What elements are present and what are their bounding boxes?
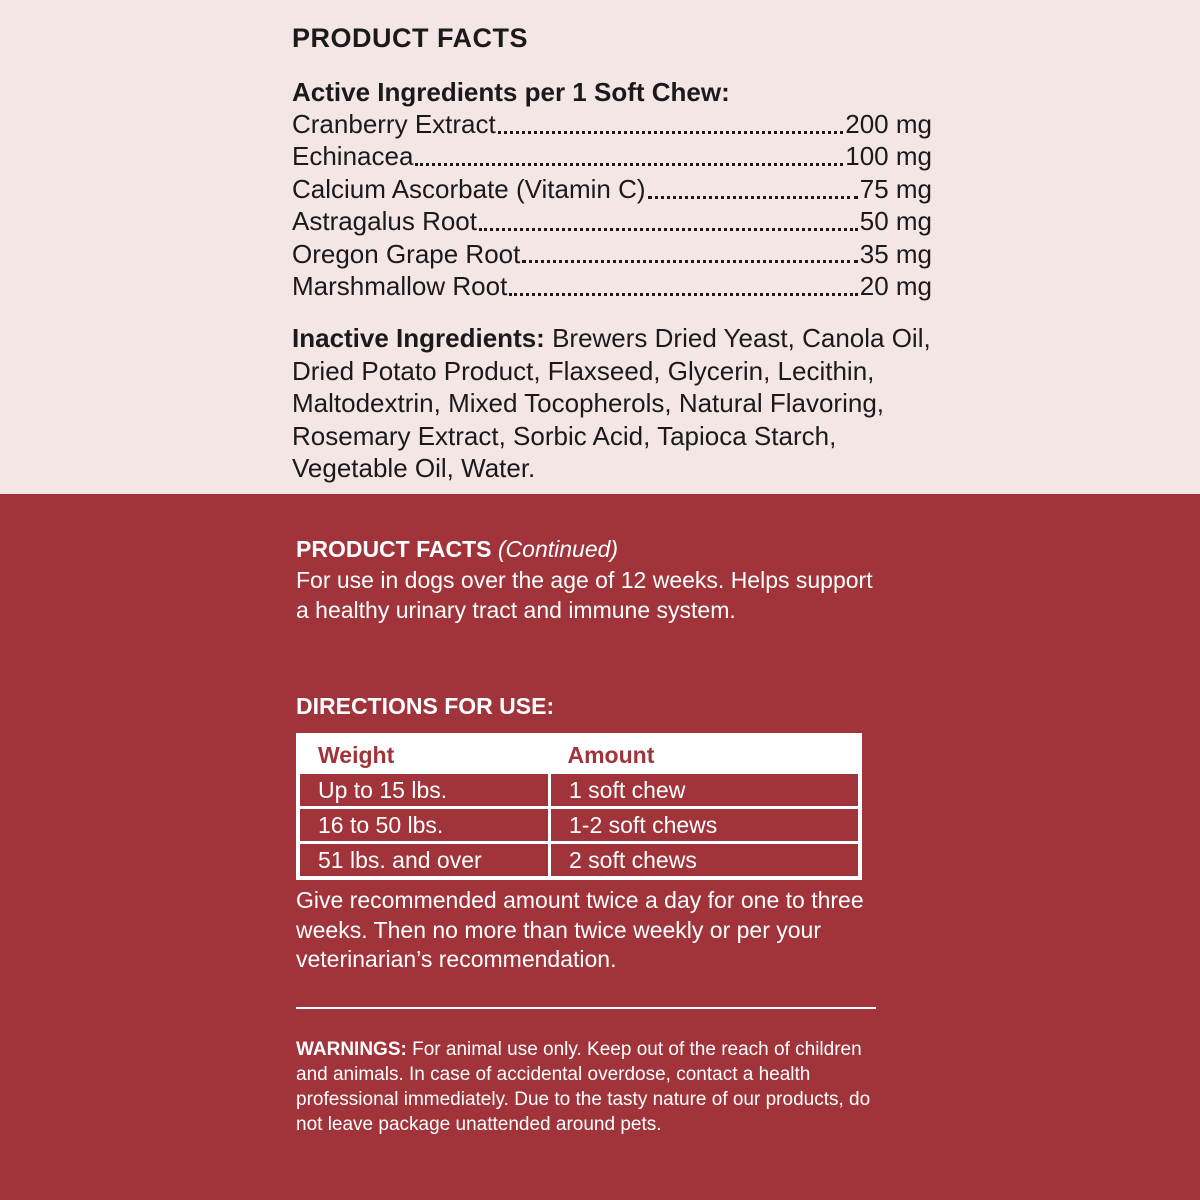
amount-cell: 1-2 soft chews (550, 808, 861, 843)
inactive-ingredients-label: Inactive Ingredients: (292, 323, 545, 354)
column-header-weight: Weight (298, 735, 550, 773)
usage-description: For use in dogs over the age of 12 weeks. Helps support a healthy urinary tract and immune system. (296, 567, 873, 623)
amount-cell: 2 soft chews (550, 843, 861, 879)
dot-leader (479, 228, 858, 231)
column-header-amount: Amount (550, 735, 861, 773)
table-header-row (298, 735, 860, 773)
ingredient-amount: 75 mg (859, 173, 932, 204)
ingredient-row (292, 238, 932, 270)
dot-leader (509, 293, 857, 296)
section-divider (296, 1007, 876, 1009)
product-facts-content (292, 22, 932, 485)
ingredient-row (292, 140, 932, 172)
ingredient-amount: 20 mg (859, 271, 932, 302)
ingredient-amount: 200 mg (845, 109, 932, 139)
continued-title-text: PRODUCT FACTS (296, 536, 492, 562)
dot-leader (648, 196, 858, 199)
active-ingredients-heading: Active Ingredients per 1 Soft Chew: (292, 77, 730, 107)
warnings-text: For animal use only. Keep out of the reach of children and animals. In case of accidental overdose, contact a health professional immediately. Due to the tasty nature of our products, do not leave package unattended around pets. (296, 1038, 871, 1136)
inactive-ingredients-text: Brewers Dried Yeast, Canola Oil, Dried Potato Product, Flaxseed, Glycerin, Lecithin, Maltodextrin, Mixed Tocopherols, Natural Flavoring, Rosemary Extract, Sorbic Acid, Tapioca Starch, Vegetable Oil, Water. (292, 323, 931, 484)
weight-cell: 51 lbs. and over (298, 843, 550, 879)
continued-suffix: (Continued) (497, 536, 619, 562)
table-row (298, 773, 860, 808)
ingredient-row (292, 270, 932, 302)
active-ingredients-list (292, 108, 932, 302)
ingredient-name: Echinacea (292, 141, 414, 172)
product-facts-panel (0, 0, 1200, 494)
ingredient-amount: 50 mg (859, 206, 932, 237)
warnings-label: WARNINGS: (296, 1038, 407, 1060)
dosage-note: Give recommended amount twice a day for one to three weeks. Then no more than twice weekly or per your veterinarian’s recommendation. (296, 887, 864, 972)
ingredient-name: Calcium Ascorbate (Vitamin C) (292, 173, 646, 204)
ingredient-name: Astragalus Root (292, 206, 477, 237)
weight-cell: 16 to 50 lbs. (298, 808, 550, 843)
weight-cell: Up to 15 lbs. (298, 773, 550, 808)
product-facts-title: PRODUCT FACTS (292, 23, 528, 53)
directions-heading: DIRECTIONS FOR USE: (296, 693, 555, 719)
continued-title (296, 534, 876, 564)
ingredient-row (292, 108, 932, 140)
product-facts-continued-panel (0, 494, 1200, 1200)
ingredient-name: Oregon Grape Root (292, 238, 521, 269)
inactive-ingredients (292, 322, 932, 485)
dot-leader (415, 163, 843, 166)
dot-leader (522, 260, 857, 263)
ingredient-amount: 35 mg (859, 238, 932, 269)
table-row (298, 808, 860, 843)
ingredient-name: Marshmallow Root (292, 271, 508, 302)
continued-content (296, 534, 876, 1137)
ingredient-name: Cranberry Extract (292, 109, 496, 139)
ingredient-row (292, 173, 932, 205)
dot-leader (498, 131, 844, 134)
table-row (298, 843, 860, 879)
warnings (296, 1037, 876, 1138)
directions-table (296, 733, 862, 880)
amount-cell: 1 soft chew (550, 773, 861, 808)
ingredient-row (292, 205, 932, 237)
ingredient-amount: 100 mg (845, 141, 932, 172)
